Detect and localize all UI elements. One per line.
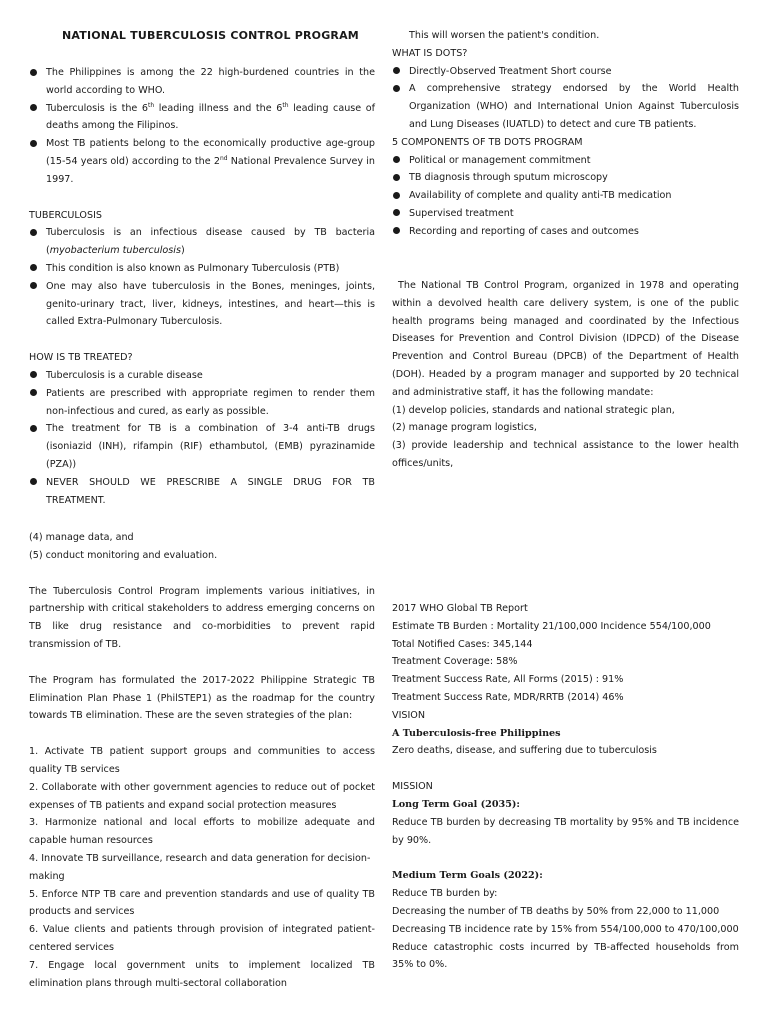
strategy-item: 1. Activate TB patient support groups and communities to access quality TB services — [29, 746, 375, 775]
tuberculosis-list — [29, 224, 375, 331]
vision-title: A Tuberculosis-free Philippines — [392, 727, 561, 739]
column-bottom-right — [392, 600, 739, 974]
document-title: NATIONAL TUBERCULOSIS CONTROL PROGRAM — [62, 29, 359, 42]
section-heading: 5 COMPONENTS OF TB DOTS PROGRAM — [392, 136, 583, 148]
list-item: The Philippines is among the 22 high-burdened countries in the world according to WHO. — [29, 64, 375, 100]
strategy-item: 6. Value clients and patients through provision of integrated patient-centered services — [29, 924, 375, 953]
long-term-heading: Long Term Goal (2035): — [392, 798, 520, 810]
ntp-section — [392, 277, 739, 473]
strategy-item: 7. Engage local government units to implement localized TB elimination plans through multi-sectoral collaboration — [29, 959, 375, 989]
dots-list — [392, 63, 739, 134]
goal-line: Reduce catastrophic costs incurred by TB-affected households from 35% to 0%. — [392, 941, 739, 971]
report-line: Treatment Success Rate, MDR/RRTB (2014) 46% — [392, 691, 624, 703]
section-heading: WHAT IS DOTS? — [392, 47, 468, 59]
list-item: Patients are prescribed with appropriate regimen to render them non-infectious and cured, as early as possible. — [29, 385, 375, 421]
section-heading: VISION — [392, 709, 426, 721]
continued-text: This will worsen the patient's condition. — [409, 30, 600, 41]
report-line: 2017 WHO Global TB Report — [392, 603, 528, 614]
list-item: Political or management commitment — [392, 152, 739, 170]
mandate-item: (2) manage program logistics, — [392, 422, 537, 434]
list-item: Most TB patients belong to the economically productive age-group (15-54 years old) according to the 2nd National Prevalence Survey in 1997. — [29, 135, 375, 188]
goal-line: Decreasing the number of TB deaths by 50% from 22,000 to 11,000 — [392, 905, 720, 917]
list-item: NEVER SHOULD WE PRESCRIBE A SINGLE DRUG FOR TB TREATMENT. — [29, 474, 375, 510]
list-item: The treatment for TB is a combination of 3-4 anti-TB drugs (isoniazid (INH), rifampin (RIF) ethambutol, (EMB) pyrazinamide (PZA)) — [29, 420, 375, 473]
goal-line: Decreasing TB incidence rate by 15% from 554/100,000 to 470/100,000 — [392, 923, 739, 935]
plan-paragraph: The Program has formulated the 2017-2022 Philippine Strategic TB Elimination Plan Phase 1 (PhilSTEP1) as the roadmap for the country towards TB elimination. These are the seven strategies of the plan: — [29, 674, 375, 722]
column-top-right — [392, 27, 739, 241]
report-line: Estimate TB Burden : Mortality 21/100,000 Incidence 554/100,000 — [392, 620, 711, 632]
list-item: TB diagnosis through sputum microscopy — [392, 169, 739, 187]
section-heading: TUBERCULOSIS — [29, 209, 102, 221]
intro-list — [29, 64, 375, 189]
list-item: Recording and reporting of cases and outcomes — [392, 223, 739, 241]
mandate-item: (5) conduct monitoring and evaluation. — [29, 549, 218, 561]
section-heading: HOW IS TB TREATED? — [29, 352, 133, 364]
mandate-item: (3) provide leadership and technical assistance to the lower health offices/units, — [392, 440, 739, 469]
ntp-paragraph: The National TB Control Program, organized in 1978 and operating within a devolved health care delivery system, is one of the public health programs being managed and coordinated by the Infectious Diseases for Prevention and Control Division (IDPCD) of the Disease Prevention and Control Bureau (DPCB) of the Department of Health (DOH). Headed by a program manager and supported by 20 technical and administrative staff, it has the following mandate: — [392, 280, 739, 398]
report-line: Treatment Coverage: 58% — [392, 656, 518, 668]
list-item: Tuberculosis is an infectious disease caused by TB bacteria (myobacterium tuberculosis) — [29, 224, 375, 260]
list-item: Directly-Observed Treatment Short course — [392, 63, 739, 81]
medium-term-heading: Medium Term Goals (2022): — [392, 870, 543, 882]
mandate-item: (4) manage data, and — [29, 532, 134, 543]
report-line: Treatment Success Rate, All Forms (2015) : 91% — [392, 674, 624, 686]
section-heading: MISSION — [392, 781, 433, 793]
long-term-text: Reduce TB burden by decreasing TB mortality by 95% and TB incidence by 90%. — [392, 816, 739, 846]
report-line: Total Notified Cases: 345,144 — [392, 638, 533, 650]
initiatives-paragraph: The Tuberculosis Control Program implements various initiatives, in partnership with critical stakeholders to address emerging concerns on TB like drug resistance and co-morbidities to prevent rapid transmission of TB. — [29, 585, 375, 650]
strategy-item: 5. Enforce NTP TB care and prevention standards and use of quality TB products and services — [29, 888, 375, 918]
vision-text: Zero deaths, disease, and suffering due to tuberculosis — [392, 745, 657, 757]
list-item: Tuberculosis is a curable disease — [29, 367, 375, 385]
list-item: Supervised treatment — [392, 205, 739, 223]
goal-line: Reduce TB burden by: — [392, 888, 498, 900]
column-top-left — [29, 64, 375, 509]
list-item: Availability of complete and quality anti-TB medication — [392, 187, 739, 205]
strategy-item: 4. Innovate TB surveillance, research and data generation for decision-making — [29, 852, 371, 882]
column-bottom-left — [29, 529, 375, 992]
list-item: This condition is also known as Pulmonary Tuberculosis (PTB) — [29, 260, 375, 278]
strategy-item: 2. Collaborate with other government agencies to reduce out of pocket expenses of TB patients and expand social protection measures — [29, 781, 375, 811]
list-item: Tuberculosis is the 6th leading illness and the 6th leading cause of deaths among the Filipinos. — [29, 100, 375, 136]
list-item: One may also have tuberculosis in the Bones, meninges, joints, genito-urinary tract, liver, kidneys, intestines, and heart—this is called Extra-Pulmonary Tuberculosis. — [29, 278, 375, 331]
list-item: A comprehensive strategy endorsed by the World Health Organization (WHO) and International Union Against Tuberculosis and Lung Diseases (IUATLD) to detect and cure TB patients. — [392, 80, 739, 133]
strategy-item: 3. Harmonize national and local efforts to mobilize adequate and capable human resources — [29, 817, 375, 847]
mandate-item: (1) develop policies, standards and national strategic plan, — [392, 404, 675, 416]
treatment-list — [29, 367, 375, 509]
components-list — [392, 152, 739, 241]
